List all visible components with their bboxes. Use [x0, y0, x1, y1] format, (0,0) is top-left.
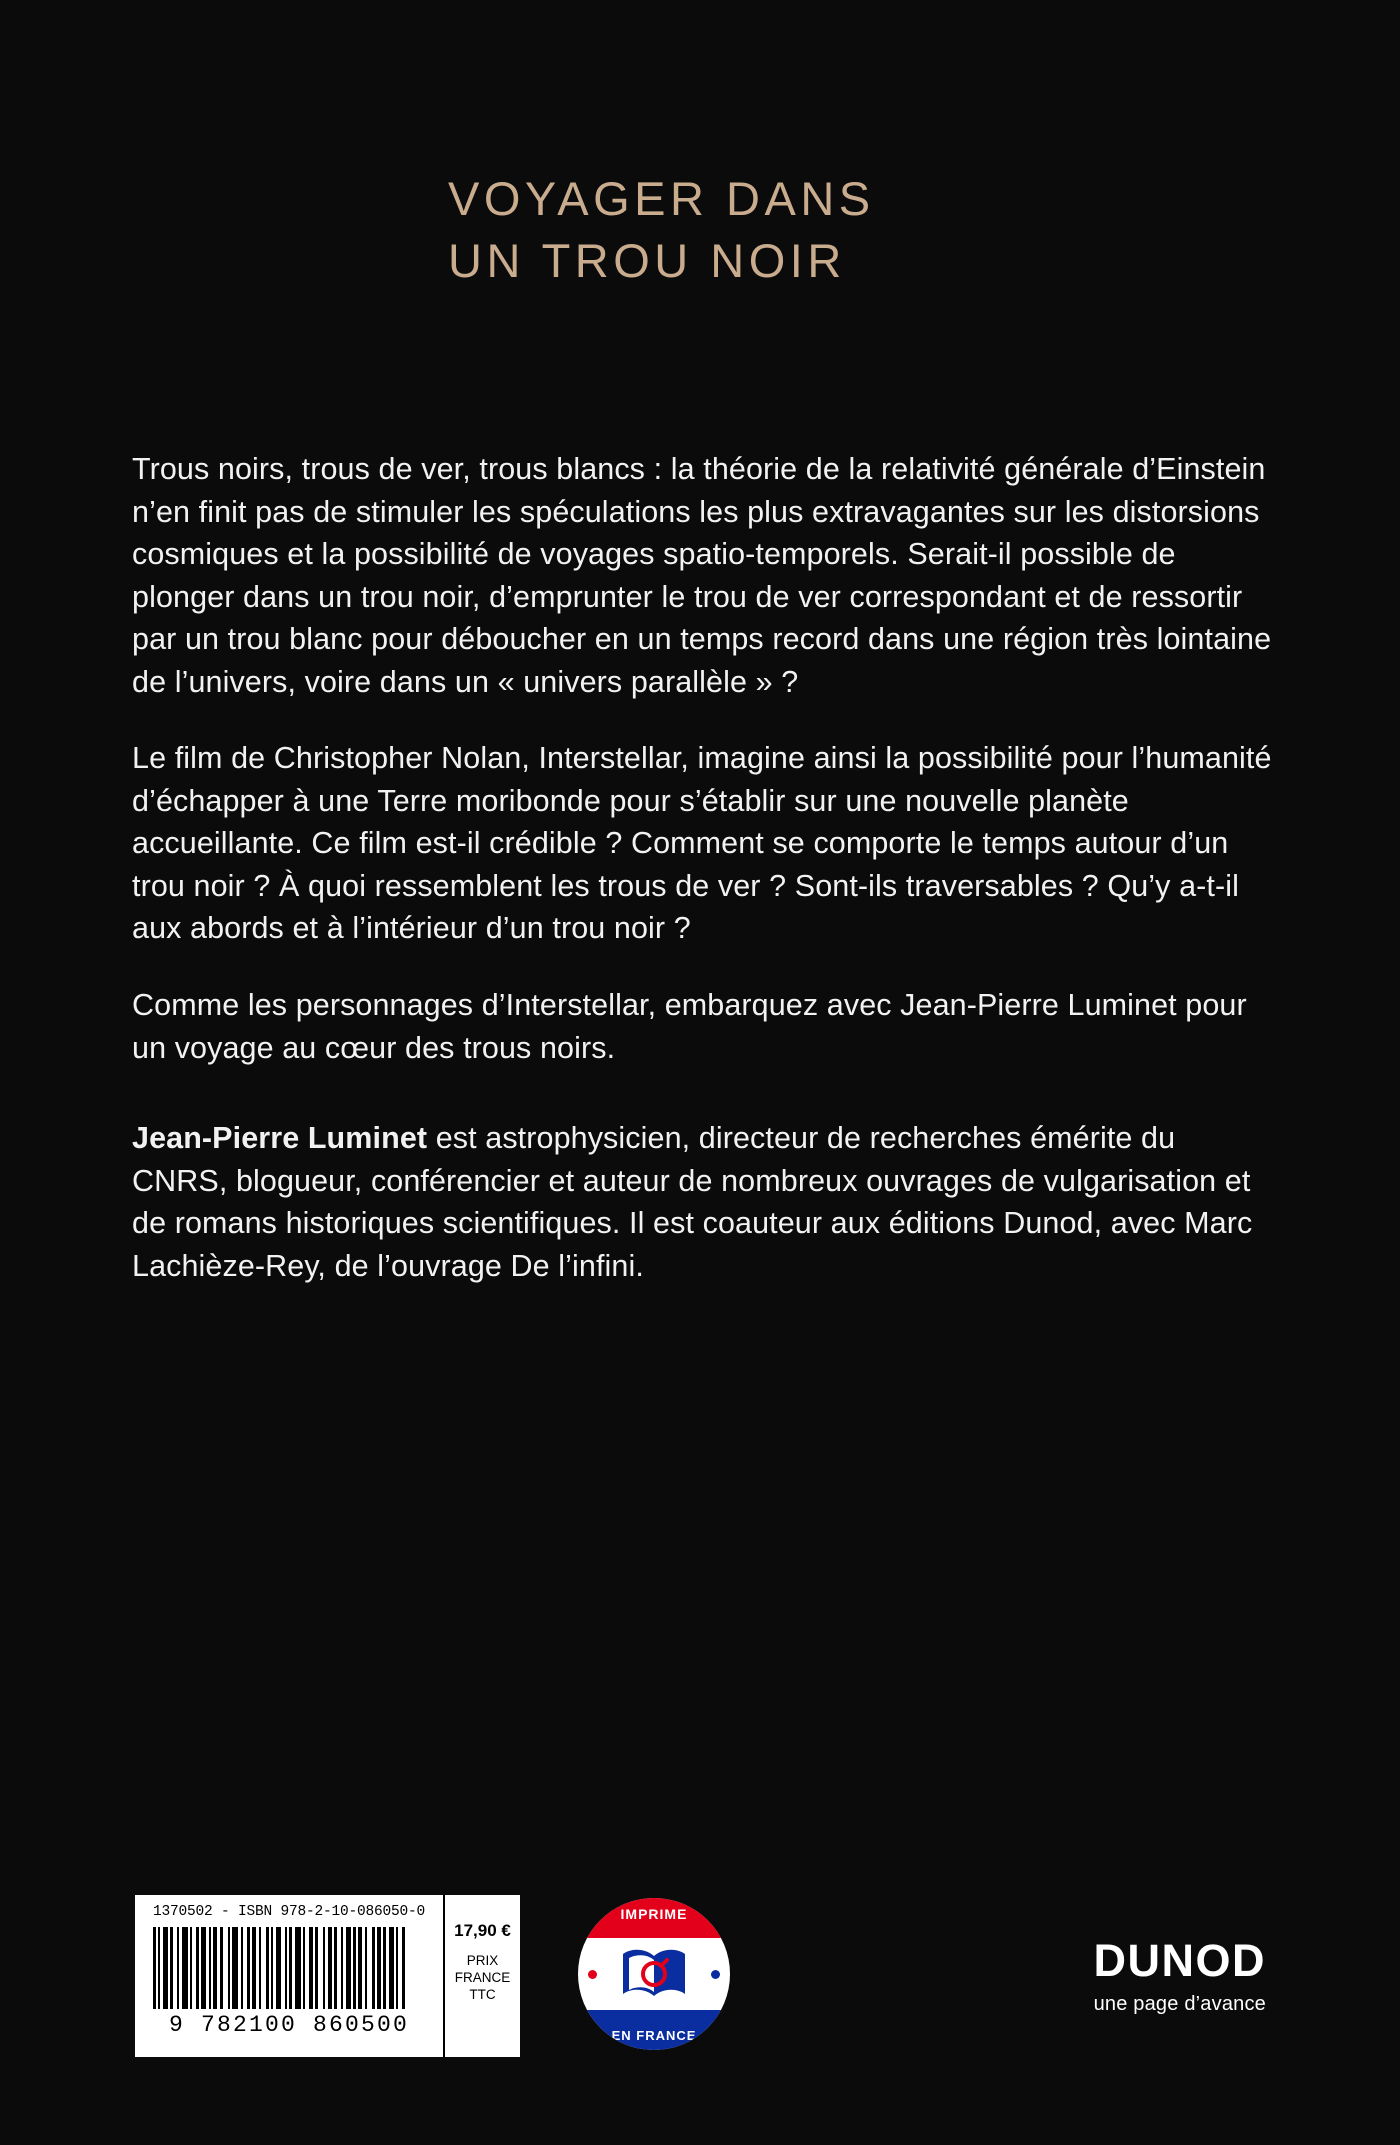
book-title-line-1: VOYAGER DANS	[448, 172, 875, 225]
price-caption-line-3: TTC	[469, 1986, 496, 2002]
blurb-paragraph-2: Le film de Christopher Nolan, Interstellar, imagine ainsi la possibilité pour l’humanité d’échapper à une Terre moribonde pour s’établir sur une nouvelle planète accueillante. Ce film est-il crédible ? Comment se comporte le temps autour d’un trou noir ? À quoi ressemblent les trous de ver ? Sont-ils traversables ? Qu’y a-t-il aux abords et à l’intérieur d’un trou noir ?	[132, 741, 1272, 946]
seal-inner	[578, 1898, 730, 2050]
price-caption	[455, 1953, 511, 2004]
publisher-tagline: une page d’avance	[1093, 1993, 1266, 2015]
author-bio	[132, 1117, 1278, 1287]
blurb-paragraph-3: Comme les personnages d’Interstellar, embarquez avec Jean-Pierre Luminet pour un voyage au cœur des trous noirs.	[132, 988, 1247, 1065]
publisher-name: DUNOD	[1093, 1935, 1266, 1986]
publisher-logo	[1093, 1935, 1267, 2016]
barcode-main	[135, 1895, 445, 2057]
price-block	[445, 1895, 520, 2057]
blurb-paragraph-1: Trous noirs, trous de ver, trous blancs : la théorie de la relativité générale d’Einstein n’en finit pas de stimuler les spéculations les plus extravagantes sur les distorsions cosmiques et la possibilité de voyages spatio-temporels. Serait-il possible de plonger dans un trou noir, d’emprunter le trou de ver correspondant et de ressortir par un trou blanc pour déboucher en un temps record dans une région très lointaine de l’univers, voire dans un « univers parallèle » ?	[132, 452, 1272, 699]
price-caption-line-1: PRIX	[466, 1953, 499, 1968]
open-book-icon	[578, 1938, 730, 2010]
book-title-line-2: UN TROU NOIR	[448, 234, 846, 288]
seal-bottom-text: EN FRANCE	[611, 2027, 697, 2043]
seal-dot-right	[711, 1970, 720, 1979]
barcode-bars	[153, 1927, 425, 2009]
book-title	[448, 168, 1148, 292]
seal-top-text: IMPRIME	[620, 1906, 688, 1922]
author-bio-text: est astrophysicien, directeur de recherches émérite du CNRS, blogueur, conférencier et auteur de nombreux ouvrages de vulgarisation et de romans historiques scientifiques. Il est coauteur aux éditions Dunod, avec Marc Lachièze-Rey, de l’ouvrage De l’infini.	[132, 1121, 1253, 1283]
printed-in-france-seal	[578, 1898, 730, 2050]
price-caption-line-2: FRANCE	[454, 1969, 511, 1985]
isbn-text: 1370502 - ISBN 978-2-10-086050-0	[152, 1904, 426, 1920]
ean-digits: 9 782100 860500	[168, 2012, 410, 2038]
author-name: Jean-Pierre Luminet	[132, 1121, 428, 1156]
price-value: 17,90 €	[454, 1921, 511, 1940]
barcode-block	[135, 1895, 520, 2057]
blurb-section	[132, 448, 1278, 1287]
seal-dot-left	[588, 1970, 597, 1979]
